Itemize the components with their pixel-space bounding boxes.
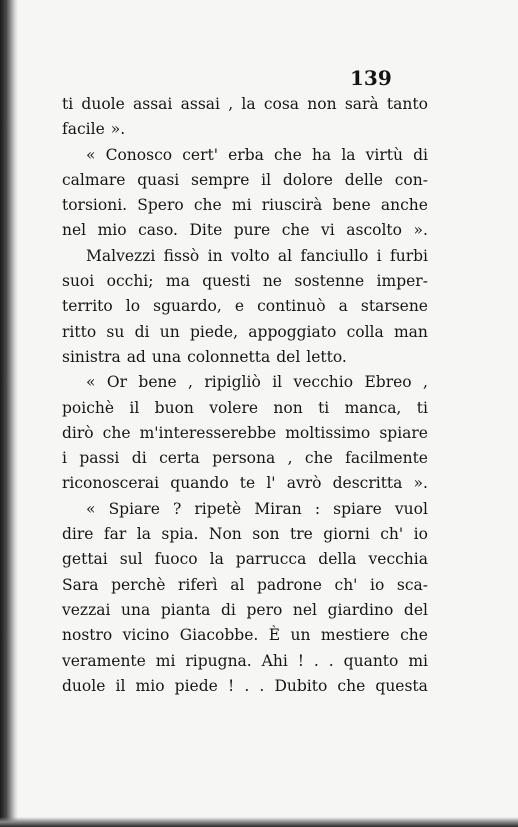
word: far [103, 525, 127, 544]
word: ma [165, 272, 190, 291]
word: parrucca [235, 550, 307, 569]
word: appoggiato [248, 322, 337, 341]
text-line [62, 269, 428, 294]
word: un [159, 322, 180, 341]
word: sul [119, 550, 143, 569]
word: questa [375, 676, 428, 695]
word: Sara [62, 575, 99, 594]
word: di [413, 145, 428, 164]
word: duole [81, 95, 125, 113]
word: che [304, 449, 333, 468]
word: sinistra [62, 347, 121, 366]
word: Ahi [261, 651, 288, 670]
word: facile [62, 120, 105, 139]
text-line [62, 345, 428, 370]
word: il [115, 676, 126, 695]
word: io [413, 525, 428, 544]
word: m'interesserebbe [139, 423, 277, 442]
word: vecchio [293, 373, 354, 392]
word: passi [79, 449, 120, 468]
word: : [314, 499, 321, 518]
word: io [370, 575, 385, 594]
text-line [62, 598, 428, 623]
page-number: 139 [350, 66, 392, 90]
word: di [131, 449, 147, 468]
word: giorni [323, 525, 370, 544]
text-line [62, 168, 428, 193]
word: la [209, 550, 224, 569]
text-line [62, 674, 428, 699]
word: riferì [177, 575, 218, 594]
word: ripetè [194, 499, 242, 518]
word: sca- [396, 575, 428, 594]
text-line [62, 143, 428, 168]
word: quanto [343, 651, 399, 670]
word: Dubito [274, 676, 328, 695]
word: te [239, 474, 256, 493]
word: ripugna. [185, 651, 252, 670]
word: colla [346, 322, 384, 341]
word: Spero [137, 196, 184, 215]
word: erba [228, 145, 264, 164]
word: ad [126, 347, 146, 366]
text-line [62, 320, 428, 345]
text-line [62, 573, 428, 598]
text-line [62, 497, 428, 522]
word: i [62, 449, 67, 468]
word: . [259, 676, 265, 695]
word: facilmente [345, 449, 428, 468]
word: il [261, 170, 272, 189]
word: avrò [286, 474, 322, 493]
word: che [193, 196, 222, 215]
word: fissò [163, 246, 200, 265]
word: son [252, 525, 280, 544]
word: il [272, 373, 283, 392]
word: volto [230, 246, 270, 265]
word: la [136, 525, 151, 544]
word: piede [174, 676, 218, 695]
word: vicino [122, 626, 170, 645]
word: la [241, 95, 256, 113]
word: certa [159, 449, 200, 468]
word: « [86, 145, 96, 164]
word: non [273, 398, 303, 417]
word: tanto [386, 95, 428, 113]
word: ne [262, 272, 282, 291]
word: Ebreo [364, 373, 412, 392]
word: Or [106, 373, 127, 392]
word: sguardo, [153, 297, 222, 316]
word: virtù [365, 145, 403, 164]
word: della [318, 550, 357, 569]
text-line [62, 370, 428, 395]
word: e [234, 297, 245, 316]
word: ? [172, 499, 182, 518]
word: l' [266, 474, 276, 493]
word: man [393, 322, 428, 341]
word: che [102, 423, 131, 442]
word: persona [212, 449, 276, 468]
word: padrone [256, 575, 322, 594]
word: , [423, 373, 428, 392]
word: ». [110, 120, 126, 139]
word: bene [332, 196, 371, 215]
text-line [62, 623, 428, 648]
word: vezzai [62, 600, 111, 619]
word: continuò [257, 297, 326, 316]
word: quando [170, 474, 229, 493]
word: calmare [62, 170, 126, 189]
word: sempre [191, 170, 250, 189]
word: duole [62, 676, 106, 695]
text-line [62, 244, 428, 269]
word: pure [233, 221, 271, 240]
word: nel [62, 221, 87, 240]
word: gettai [62, 550, 108, 569]
word: letto. [306, 347, 347, 366]
word: mio [135, 676, 165, 695]
word: ascolto [346, 221, 402, 240]
word: al [230, 575, 245, 594]
word: quasi [137, 170, 180, 189]
text-line [62, 294, 428, 319]
word: occhi; [106, 272, 154, 291]
word: , [287, 449, 293, 468]
text-line [62, 218, 428, 243]
word: ripigliò [204, 373, 261, 392]
word: Miran [254, 499, 302, 518]
word: pero [246, 600, 283, 619]
word: . [313, 651, 319, 670]
word: spia. [161, 525, 199, 544]
word: buon [154, 398, 194, 417]
word: imper- [376, 272, 428, 291]
word: mestiere [320, 626, 390, 645]
word: dire [62, 525, 94, 544]
word: lo [125, 297, 141, 316]
word: mi [155, 651, 176, 670]
word: tre [289, 525, 313, 544]
page-body-text [62, 92, 428, 699]
word: furbi [389, 246, 428, 265]
text-line [62, 471, 428, 496]
word: caso. [138, 221, 178, 240]
word: pianta [160, 600, 211, 619]
word: riconoscerai [62, 474, 160, 493]
word: anche [380, 196, 428, 215]
word: vecchia [368, 550, 428, 569]
word: ha [311, 145, 332, 164]
word: moltissimo [285, 423, 371, 442]
word: a [338, 297, 348, 316]
word: dolore [282, 170, 333, 189]
word: spiare [333, 499, 382, 518]
word: « [86, 499, 96, 518]
word: sarà [344, 95, 379, 113]
word: che [281, 221, 310, 240]
word: che [337, 676, 366, 695]
word: bene [138, 373, 177, 392]
word: mi [408, 651, 428, 670]
text-line [62, 117, 428, 142]
word: mio [97, 221, 127, 240]
word: veramente [62, 651, 146, 670]
word: Conosco [105, 145, 173, 164]
word: ». [413, 474, 428, 493]
word: questi [202, 272, 251, 291]
word: , [188, 373, 193, 392]
word: una [121, 600, 151, 619]
word: non [307, 95, 337, 113]
word: È [268, 626, 281, 645]
word: di [221, 600, 236, 619]
word: Giacobbe. [179, 626, 259, 645]
word: vuol [394, 499, 428, 518]
word: fanciullo [300, 246, 369, 265]
word: , [228, 95, 234, 113]
word: . [244, 676, 250, 695]
word: Non [208, 525, 242, 544]
word: manca, [344, 398, 402, 417]
page-bottom-edge [0, 817, 518, 827]
word: assai [133, 95, 173, 113]
word: . [328, 651, 334, 670]
word: starsene [360, 297, 428, 316]
word: che [400, 626, 428, 645]
word: « [86, 373, 96, 392]
word: perchè [111, 575, 166, 594]
word: spiare [379, 423, 428, 442]
text-line [62, 649, 428, 674]
word: colonnetta [187, 347, 271, 366]
word: il [129, 398, 140, 417]
word: mi [231, 196, 252, 215]
word: del [403, 600, 428, 619]
word: Dite [189, 221, 223, 240]
text-line [62, 92, 428, 117]
text-line [62, 193, 428, 218]
word: ch' [334, 575, 358, 594]
word: che [273, 145, 302, 164]
word: Malvezzi [86, 246, 156, 265]
word: delle [344, 170, 383, 189]
word: volere [209, 398, 259, 417]
word: una [151, 347, 182, 366]
word: un [290, 626, 311, 645]
word: ! [297, 651, 304, 670]
word: fuoco [154, 550, 198, 569]
word: nostro [62, 626, 113, 645]
text-line [62, 522, 428, 547]
text-line [62, 421, 428, 446]
word: i [376, 246, 382, 265]
text-line [62, 396, 428, 421]
word: ritto [62, 322, 97, 341]
word: Spiare [108, 499, 160, 518]
word: di [134, 322, 150, 341]
word: su [106, 322, 125, 341]
binding-shadow [0, 0, 18, 827]
word: al [277, 246, 293, 265]
word: descritta [332, 474, 403, 493]
word: nel [292, 600, 318, 619]
word: ! [227, 676, 235, 695]
word: giardino [327, 600, 394, 619]
word: cosa [263, 95, 300, 113]
word: torsioni. [62, 196, 128, 215]
word: dirò [62, 423, 94, 442]
word: ch' [380, 525, 404, 544]
word: poichè [62, 398, 115, 417]
word: ti [62, 95, 74, 113]
word: sostenne [294, 272, 365, 291]
word: con- [394, 170, 428, 189]
word: territo [62, 297, 113, 316]
word: vi [321, 221, 335, 240]
word: piede, [189, 322, 239, 341]
word: ti [416, 398, 428, 417]
word: assai [180, 95, 220, 113]
word: cert' [182, 145, 218, 164]
word: ». [413, 221, 428, 240]
text-line [62, 446, 428, 471]
word: riuscirà [261, 196, 323, 215]
word: la [341, 145, 356, 164]
word: in [207, 246, 223, 265]
text-line [62, 547, 428, 572]
word: ti [318, 398, 330, 417]
word: suoi [62, 272, 95, 291]
word: del [276, 347, 301, 366]
